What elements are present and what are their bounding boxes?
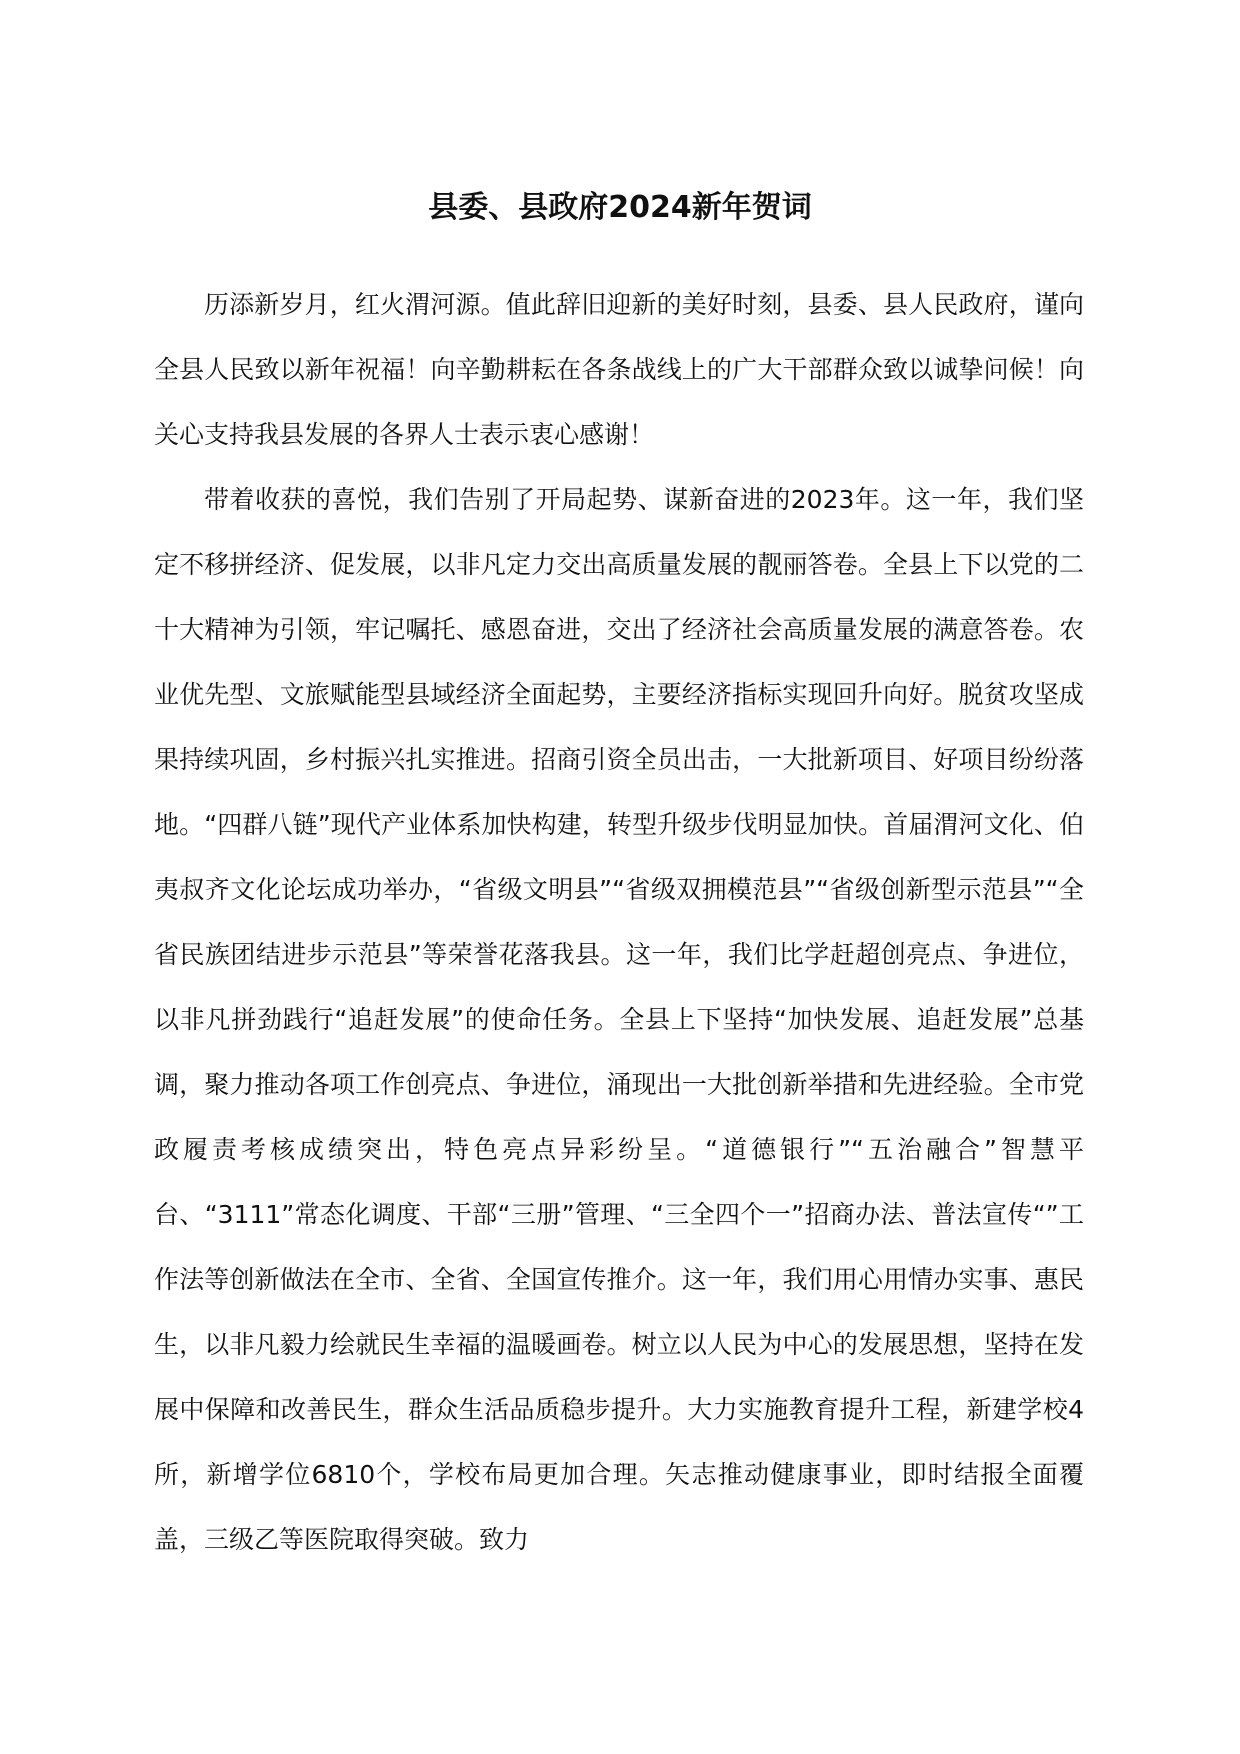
document-title: 县委、县政府2024新年贺词 <box>428 190 812 225</box>
paragraph-review-2023: 带着收获的喜悦，我们告别了开局起势、谋新奋进的2023年。这一年，我们坚定不移拼经济、促发展，以非凡定力交出高质量发展的靓丽答卷。全县上下以党的二十大精神为引领，牢记嘱托、感恩奋进，交出了经济社会高质量发展的满意答卷。农业优先型、文旅赋能型县域经济全面起势，主要经济指标实现回升向好。脱贫攻坚成果持续巩固，乡村振兴扎实推进。招商引资全员出击，一大批新项目、好项目纷纷落地。“四群八链”现代产业体系加快构建，转型升级步伐明显加快。首届渭河文化、伯夷叔齐文化论坛成功举办，“省级文明县”“省级双拥模范县”“省级创新型示范县”“全省民族团结进步示范县”等荣誉花落我县。这一年，我们比学赶超创亮点、争进位，以非凡拼劲践行“追赶发展”的使命任务。全县上下坚持“加快发展、追赶发展”总基调，聚力推动各项工作创亮点、争进位，涌现出一大批创新举措和先进经验。全市党政履责考核成绩突出，特色亮点异彩纷呈。“道德银行”“五治融合”智慧平台、“3111”常态化调度、干部“三册”管理、“三全四个一”招商办法、普法宣传“”工作法等创新做法在全市、全省、全国宣传推介。这一年，我们用心用情办实事、惠民生，以非凡毅力绘就民生幸福的温暖画卷。树立以人民为中心的发展思想，坚持在发展中保障和改善民生，群众生活品质稳步提升。大力实施教育提升工程，新建学校4所，新增学位6810个，学校布局更加合理。矢志推动健康事业，即时结报全面覆盖，三级乙等医院取得突破。致力 <box>154 485 1084 1554</box>
document-body <box>154 272 1084 1572</box>
paragraph-greeting: 历添新岁月，红火渭河源。值此辞旧迎新的美好时刻，县委、县人民政府，谨向全县人民致以新年祝福！向辛勤耕耘在各条战线上的广大干部群众致以诚挚问候！向关心支持我县发展的各界人士表示衷心感谢！ <box>154 290 1084 449</box>
